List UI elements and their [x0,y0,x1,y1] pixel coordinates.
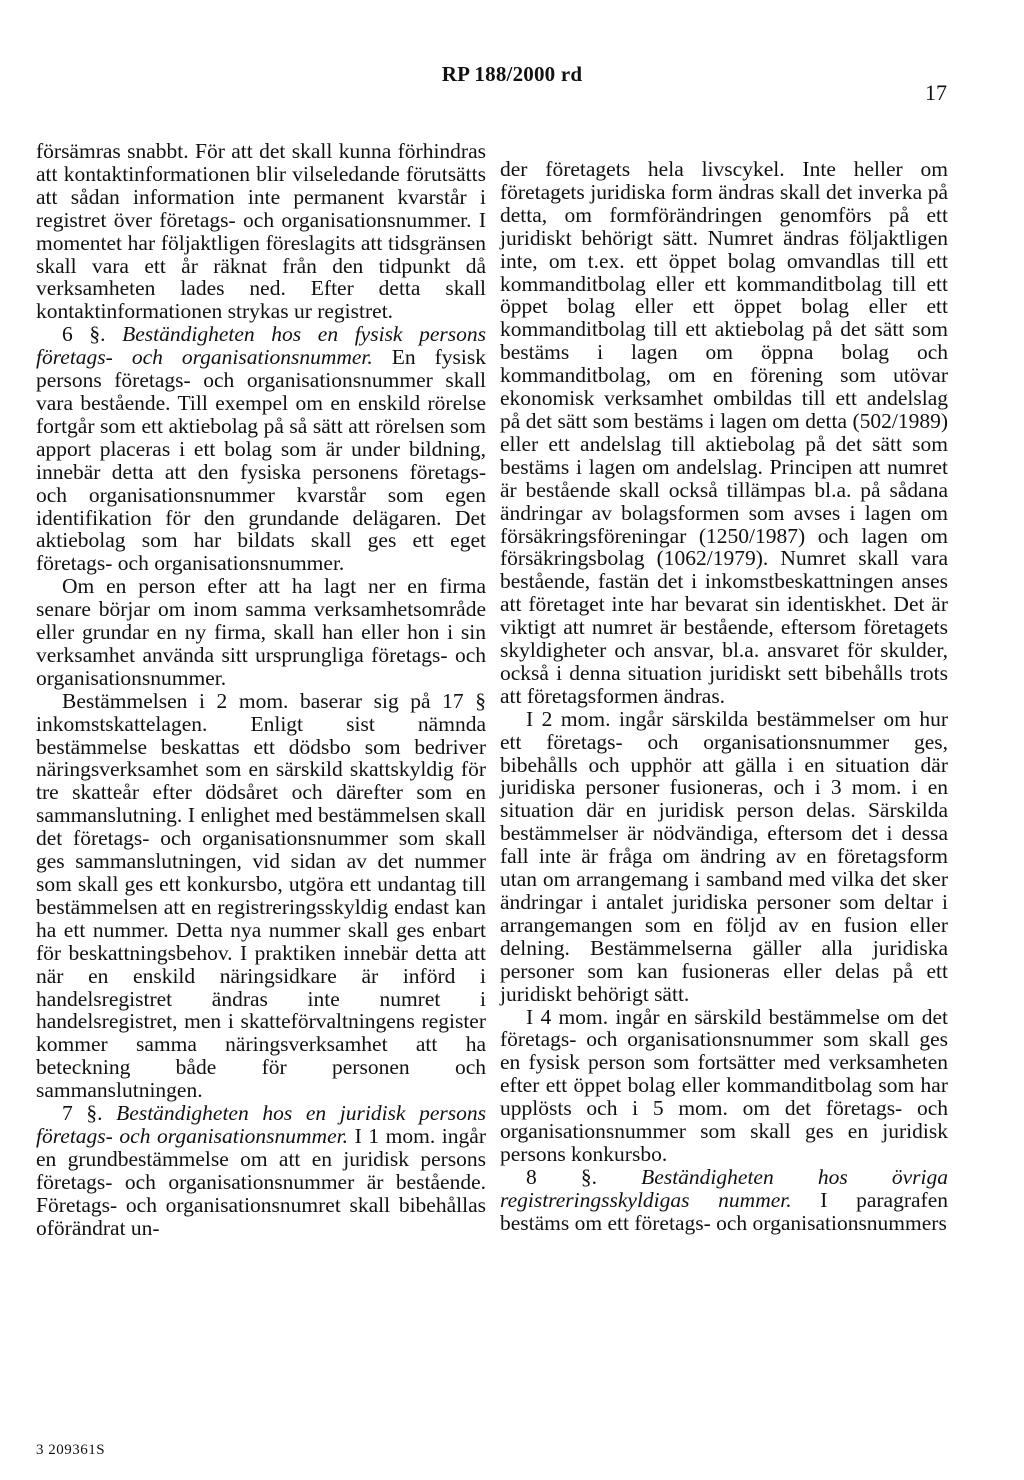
section-7-paragraph [36,1102,486,1239]
paragraph: Om en person efter att ha lagt ner en firma senare börjar om inom samma verksamhetsområde eller grundar en ny firma, skall han eller hon i sin verksamhet använda sitt ursprungliga företags- och organisationsnummer. [36,574,486,690]
section-8-paragraph [500,1166,948,1235]
section-heading: Beständigheten hos en juridisk persons företags- och organisationsnummer. [36,1101,486,1148]
section-body: I 1 mom. ingår en grundbestämmelse om att en juridisk persons företags- och organisationsnummer är bestående. Företags- och organisationsnumret skall bibehållas oförändrat un- [36,1123,486,1240]
paragraph: Bestämmelsen i 2 mom. baserar sig på 17 § inkomstskattelagen. Enligt sist nämnda bestämmelse beskattas ett dödsbo som bedriver näringsverksamhet som en särskild skattskyldig för tre skatteår efter dödsåret och därefter som en sammanslutning. I enlighet med bestämmelsen skall det företags- och organisationsnummer som skall ges sammanslutningen, vid sidan av det nummer som skall ges ett konkursbo, utgöra ett undantag till bestämmelsen att en registreringsskyldig endast kan ha ett nummer. Detta nya nummer skall ges enbart för beskattningsbehov. I praktiken innebär detta att när en enskild näringsidkare är införd i handelsregistret ändras inte numret i handelsregistret, men i skatteförvaltningens register kommer samma näringsverksamhet att ha beteckning både för personen och sammanslutningen. [36,688,486,1103]
section-number: 7 §. [62,1101,117,1126]
section-heading: Beständigheten hos en fysisk persons företags- och organisationsnummer. [36,322,486,370]
section-6-paragraph [36,323,486,575]
section-body: En fysisk persons företags- och organisationsnummer skall vara bestående. Till exempel om en enskild rörelse fortgår som ett aktiebolag på så sätt att rörelsen som apport placeras i ett bolag som är under bildning, innebär detta att den fysiska personens företags- och organisationsnummer kvarstår som egen identifikation för den grundande delägaren. Det aktiebolag som har bildats skall ges ett eget företags- och organisationsnummer. [36,345,486,576]
section-number: 6 §. [62,322,123,347]
section-heading: Beständigheten hos övriga registreringsskyldigas nummer. [500,1164,948,1212]
paragraph: der företagets hela livscykel. Inte heller om företagets juridiska form ändras skall det inverka på detta, om formförändringen genomförs på ett juridiskt behörigt sätt. Numret ändras följaktligen inte, om t.ex. ett öppet bolag omvandlas till ett kommanditbolag eller ett kommanditbolag till ett öppet bolag eller ett öppet bolag eller ett kommanditbolag till ett aktiebolag på det sätt som bestäms i lagen om öppna bolag och kommanditbolag, om en förening som utövar ekonomisk verksamhet ombildas till ett andelslag på det sätt som bestäms i lagen om detta (502/1989) eller ett andelslag till aktiebolag på det sätt som bestäms i lagen om andelslag. Principen att numret är bestående skall också tillämpas bl.a. på sådana ändringar av bolagsformen som avses i lagen om försäkringsföreningar (1250/1987) och lagen om försäkringsbolag (1062/1979). Numret skall vara bestående, fastän det i inkomstbeskattningen anses att företaget inte har bevarat sin identiskhet. Det är viktigt att numret är bestående, eftersom företagets skyldigheter och ansvar, bl.a. ansvaret för skulder, också i denna situation juridiskt sett bibehålls trots att företagsformen ändras. [500,157,948,708]
page-number: 17 [925,80,947,105]
footer-print-code: 3 209361S [36,1442,106,1458]
paragraph: I 2 mom. ingår särskilda bestämmelser om hur ett företags- och organisationsnummer ges, bibehålls och upphör att gälla i en situation där juridiska personer fusioneras, och i 3 mom. i en situation där en juridisk person delas. Särskilda bestämmelser är nödvändiga, eftersom det i dessa fall inte är fråga om ändring av en företagsform utan om arrangemang i samband med vilka det sker ändringar i antalet juridiska personer som deltar i arrangemangen som en följd av en fusion eller delning. Bestämmelserna gäller alla juridiska personer som kan fusioneras eller delas på ett juridiskt behörigt sätt. [500,706,948,1006]
page-header-title: RP 188/2000 rd [441,62,583,86]
right-column [500,158,948,1235]
section-number: 8 §. [526,1164,642,1189]
left-column [36,140,486,1240]
paragraph: försämras snabbt. För att det skall kunna förhindras att kontaktinformationen blir vilseledande förutsätts att sådan information inte permanent kvarstår i registret över företags- och organisationsnummer. I momentet har följaktligen föreslagits att tidsgränsen skall vara ett år räknat från den tidpunkt då verksamheten lades ned. Efter detta skall kontaktinformationen strykas ur registret. [36,139,486,324]
section-body: I paragrafen bestäms om ett företags- och organisationsnummers [500,1187,948,1235]
paragraph: I 4 mom. ingår en särskild bestämmelse om det företags- och organisationsnummer som skall ges en fysisk person som fortsätter med verksamheten efter ett öppet bolag eller kommanditbolag som har upplösts och i 5 mom. om det företags- och organisationsnummer som skall ges en juridisk persons konkursbo. [500,1004,948,1166]
